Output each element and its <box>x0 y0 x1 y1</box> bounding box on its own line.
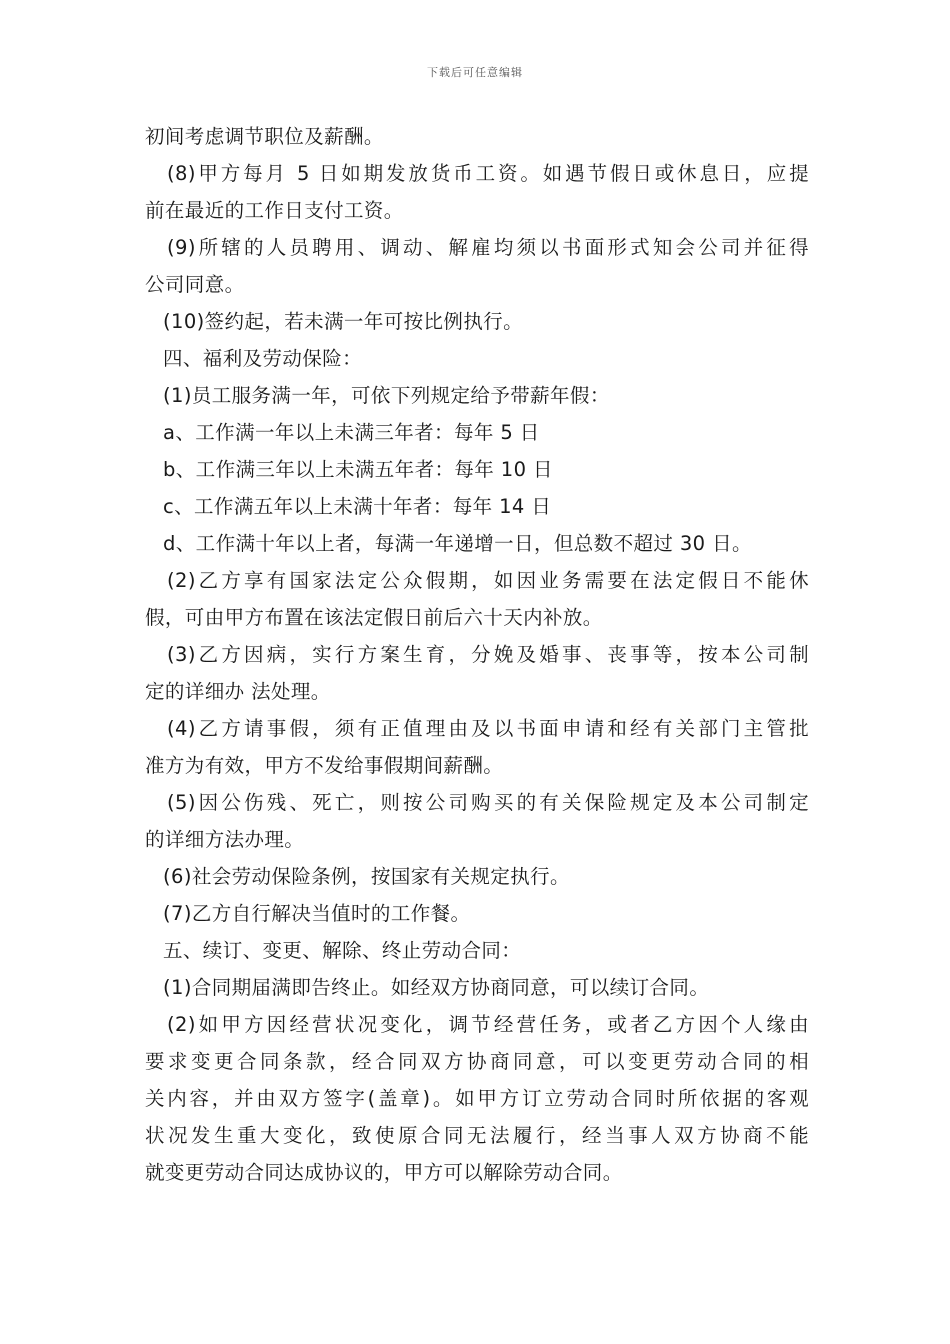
document-body <box>145 118 809 1191</box>
text-line: (7)乙方自行解决当值时的工作餐。 <box>163 902 471 925</box>
text-line: (9)所辖的人员聘用、调动、解雇均须以书面形式知会公司并征得 <box>167 236 809 259</box>
text-line: 准方为有效，甲方不发给事假期间薪酬。 <box>145 754 504 777</box>
text-line: (10)签约起，若未满一年可按比例执行。 <box>163 310 524 333</box>
text-line: d、工作满十年以上者，每满一年递增一日，但总数不超过 30 日。 <box>163 532 752 555</box>
text-line: 四、福利及劳动保险： <box>163 347 363 370</box>
text-line: 关内容，并由双方签字(盖章)。如甲方订立劳动合同时所依据的客观 <box>145 1087 809 1110</box>
text-line: 公司同意。 <box>145 273 245 296</box>
text-line: 假，可由甲方布置在该法定假日前后六十天内补放。 <box>145 606 603 629</box>
text-line: 的详细方法办理。 <box>145 828 305 851</box>
text-line: b、工作满三年以上未满五年者：每年 10 日 <box>163 458 553 481</box>
text-line: (6)社会劳动保险条例，按国家有关规定执行。 <box>163 865 570 888</box>
text-line: (8)甲方每月 5 日如期发放货币工资。如遇节假日或休息日，应提 <box>167 162 809 185</box>
text-line: c、工作满五年以上未满十年者：每年 14 日 <box>163 495 552 518</box>
text-line: (3)乙方因病，实行方案生育，分娩及婚事、丧事等，按本公司制 <box>167 643 809 666</box>
text-line: (2)如甲方因经营状况变化，调节经营任务，或者乙方因个人缘由 <box>167 1013 809 1036</box>
text-line: (5)因公伤残、死亡，则按公司购买的有关保险规定及本公司制定 <box>167 791 809 814</box>
text-line: 要求变更合同条款，经合同双方协商同意，可以变更劳动合同的相 <box>145 1050 809 1073</box>
text-line: 就变更劳动合同达成协议的，甲方可以解除劳动合同。 <box>145 1161 623 1184</box>
text-line: (1)合同期届满即告终止。如经双方协商同意，可以续订合同。 <box>163 976 710 999</box>
text-line: (2)乙方享有国家法定公众假期，如因业务需要在法定假日不能休 <box>167 569 809 592</box>
text-line: 初间考虑调节职位及薪酬。 <box>145 125 384 148</box>
text-line: 五、续订、变更、解除、终止劳动合同： <box>163 939 522 962</box>
page-header: 下载后可任意编辑 <box>427 66 523 79</box>
text-line: (1)员工服务满一年，可依下列规定给予带薪年假： <box>163 384 610 407</box>
text-line: a、工作满一年以上未满三年者：每年 5 日 <box>163 421 540 444</box>
text-line: 定的详细办 法处理。 <box>145 680 331 703</box>
text-line: 状况发生重大变化，致使原合同无法履行，经当事人双方协商不能 <box>145 1124 809 1147</box>
text-line: (4)乙方请事假，须有正值理由及以书面申请和经有关部门主管批 <box>167 717 809 740</box>
text-line: 前在最近的工作日支付工资。 <box>145 199 404 222</box>
